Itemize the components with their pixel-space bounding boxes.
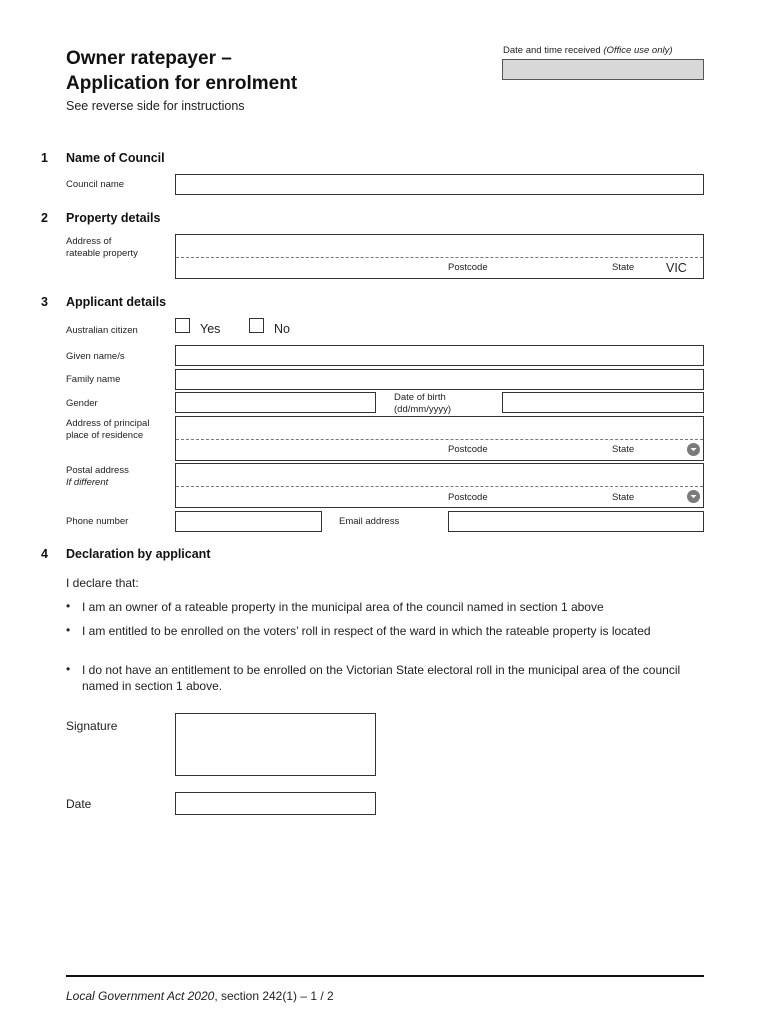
declaration-intro: I declare that:: [66, 576, 139, 590]
council-name-label: Council name: [66, 179, 125, 190]
council-name-input[interactable]: [175, 174, 704, 195]
given-name-input[interactable]: [175, 345, 704, 366]
postal-label-1: Postal address: [66, 465, 129, 476]
form-title-line1: Owner ratepayer –: [66, 48, 232, 69]
property-address-label-1: Address of: [66, 236, 112, 247]
gender-label: Gender: [66, 398, 98, 409]
footer-rule: [66, 975, 704, 977]
dob-label-1: Date of birth: [394, 392, 446, 403]
bullet-marker: •: [66, 662, 71, 676]
footer-act: Local Government Act 2020: [66, 989, 215, 1003]
residence-state-dropdown[interactable]: [687, 443, 700, 456]
citizen-yes-label: Yes: [200, 322, 221, 336]
section-2-number: 2: [41, 211, 48, 225]
residence-postcode-label: Postcode: [448, 444, 488, 455]
footer-text: [66, 989, 334, 1003]
email-label: Email address: [339, 516, 400, 527]
property-state-value: VIC: [666, 261, 687, 275]
signature-label: Signature: [66, 719, 118, 733]
form-title: [66, 46, 297, 96]
phone-label: Phone number: [66, 516, 129, 527]
form-title-line2: Application for enrolment: [66, 73, 298, 94]
residence-label-2: place of residence: [66, 430, 144, 441]
declaration-item-2: I am entitled to be enrolled on the voters’ roll in respect of the ward in which the rateable property is located: [82, 624, 651, 638]
property-postcode-label: Postcode: [448, 262, 488, 273]
citizen-no-label: No: [274, 322, 290, 336]
section-3-title: Applicant details: [66, 295, 167, 309]
section-2-title: Property details: [66, 211, 161, 225]
citizen-no-checkbox[interactable]: [249, 318, 264, 333]
bullet-marker: •: [66, 623, 71, 637]
section-1-title: Name of Council: [66, 151, 165, 165]
chevron-down-icon: [689, 445, 698, 454]
property-address-divider: [176, 257, 703, 258]
form-subtitle: See reverse side for instructions: [66, 99, 245, 113]
residence-label-1: Address of principal: [66, 418, 150, 429]
declaration-item-1: I am an owner of a rateable property in the municipal area of the council named in section 1 above: [82, 600, 604, 614]
office-use-label: [503, 45, 673, 56]
residence-address-label: [66, 418, 149, 442]
email-input[interactable]: [448, 511, 704, 532]
dob-input[interactable]: [502, 392, 704, 413]
phone-input[interactable]: [175, 511, 322, 532]
office-label-text: Date and time received: [503, 45, 601, 56]
property-address-label-2: rateable property: [66, 248, 138, 259]
section-4-number: 4: [41, 547, 48, 561]
citizen-yes-checkbox[interactable]: [175, 318, 190, 333]
postal-label-2: If different: [66, 477, 109, 488]
postal-state-label: State: [612, 492, 635, 503]
gender-input[interactable]: [175, 392, 376, 413]
citizen-label: Australian citizen: [66, 325, 138, 336]
date-input[interactable]: [175, 792, 376, 815]
property-address-label: [66, 236, 138, 260]
section-1-number: 1: [41, 151, 48, 165]
residence-state-label: State: [612, 444, 635, 455]
bullet-marker: •: [66, 599, 71, 613]
family-name-label: Family name: [66, 374, 121, 385]
family-name-input[interactable]: [175, 369, 704, 390]
postal-address-label: [66, 465, 129, 489]
dob-label-2: (dd/mm/yyyy): [394, 404, 451, 415]
footer-section: , section 242(1) – 1 / 2: [214, 989, 334, 1003]
declaration-item-3: I do not have an entitlement to be enrolled on the Victorian State electoral roll in the municipal area of the council named in section 1 above.: [82, 663, 681, 693]
section-3-number: 3: [41, 295, 48, 309]
postal-address-divider: [176, 486, 703, 487]
postal-state-dropdown[interactable]: [687, 490, 700, 503]
given-name-label: Given name/s: [66, 351, 125, 362]
signature-field[interactable]: [175, 713, 376, 776]
dob-label: [394, 392, 451, 416]
date-label: Date: [66, 797, 92, 811]
section-4-title: Declaration by applicant: [66, 547, 211, 561]
office-label-italic: (Office use only): [603, 45, 673, 56]
postal-postcode-label: Postcode: [448, 492, 488, 503]
property-state-label: State: [612, 262, 635, 273]
residence-address-divider: [176, 439, 703, 440]
chevron-down-icon: [689, 492, 698, 501]
office-use-field: [502, 59, 704, 80]
